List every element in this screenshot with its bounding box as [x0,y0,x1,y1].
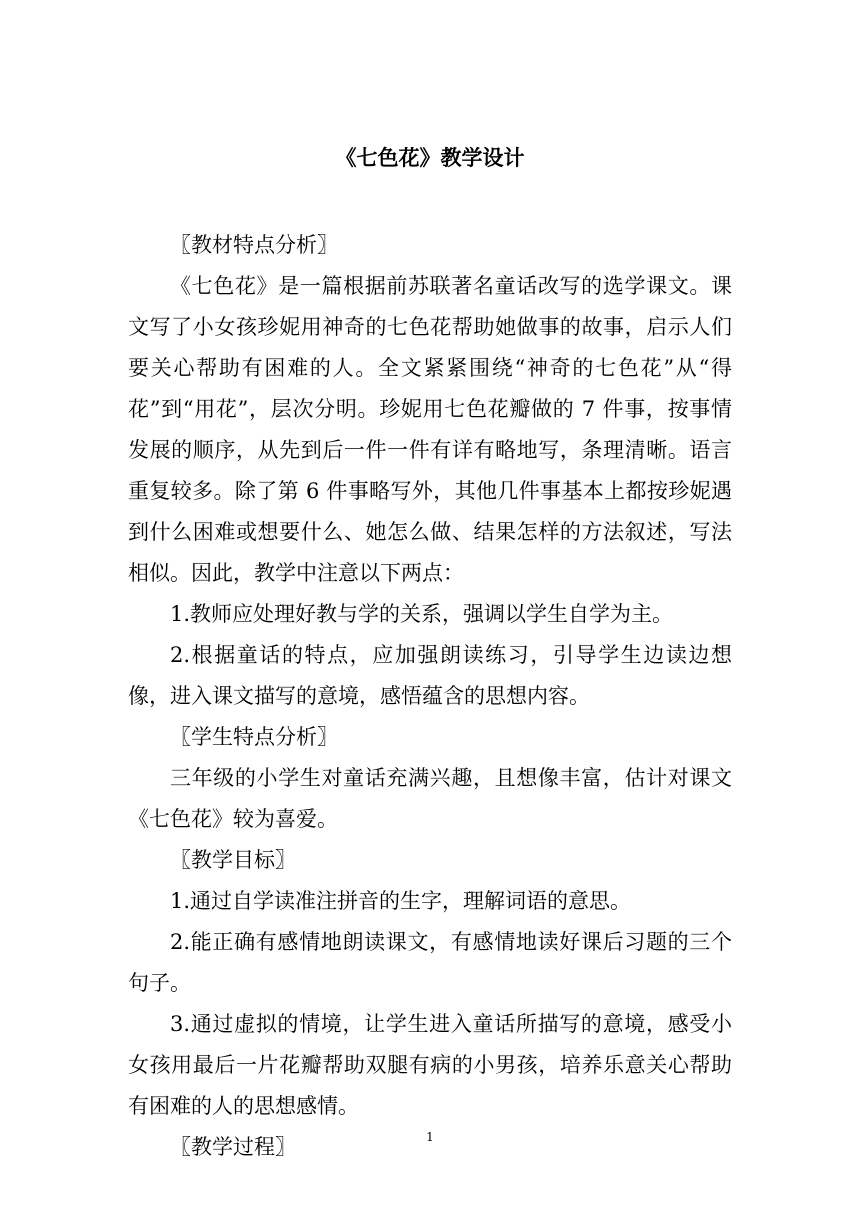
list-item-teaching-point-2: 2.根据童话的特点，应加强朗读练习，引导学生边读边想像，进入课文描写的意境，感悟蕴含的思想内容。 [128,643,732,708]
section-heading-textbook-analysis: 〖教材特点分析〗 [170,233,338,257]
paragraph-textbook-analysis: 《七色花》是一篇根据前苏联著名童话改写的选学课文。课文写了小女孩珍妮用神奇的七色花帮助她做事的故事，启示人们要关心帮助有困难的人。全文紧紧围绕“神奇的七色花”从“得花”到“用花”，层次分明。珍妮用七色花瓣做的 7 件事，按事情发展的顺序，从先到后一件一件有详有略地写，条理清晰。语言重复较多。除了第 6 件事略写外，其他几件事基本上都按珍妮遇到什么困难或想要什么、她怎么做、结果怎样的方法叙述，写法相似。因此，教学中注意以下两点： [128,274,732,585]
document-body [128,225,732,1168]
paragraph-student-analysis: 三年级的小学生对童话充满兴趣，且想像丰富，估计对课文《七色花》较为喜爱。 [128,766,732,831]
list-item-goal-1: 1.通过自学读准注拼音的生字，理解词语的意思。 [170,889,632,913]
list-item-goal-2: 2.能正确有感情地朗读课文，有感情地读好课后习题的三个句子。 [128,930,732,995]
document-title: 《七色花》教学设计 [335,146,525,170]
list-item-teaching-point-1: 1.教师应处理好教与学的关系，强调以学生自学为主。 [170,602,674,626]
section-heading-student-analysis: 〖学生特点分析〗 [170,725,338,749]
section-heading-teaching-goals: 〖教学目标〗 [170,848,296,872]
section-heading-teaching-process: 〖教学过程〗 [170,1135,296,1159]
page-number: 1 [426,1130,434,1144]
list-item-goal-3: 3.通过虚拟的情境，让学生进入童话所描写的意境，感受小女孩用最后一片花瓣帮助双腿有病的小男孩，培养乐意关心帮助有困难的人的思想感情。 [128,1012,732,1118]
